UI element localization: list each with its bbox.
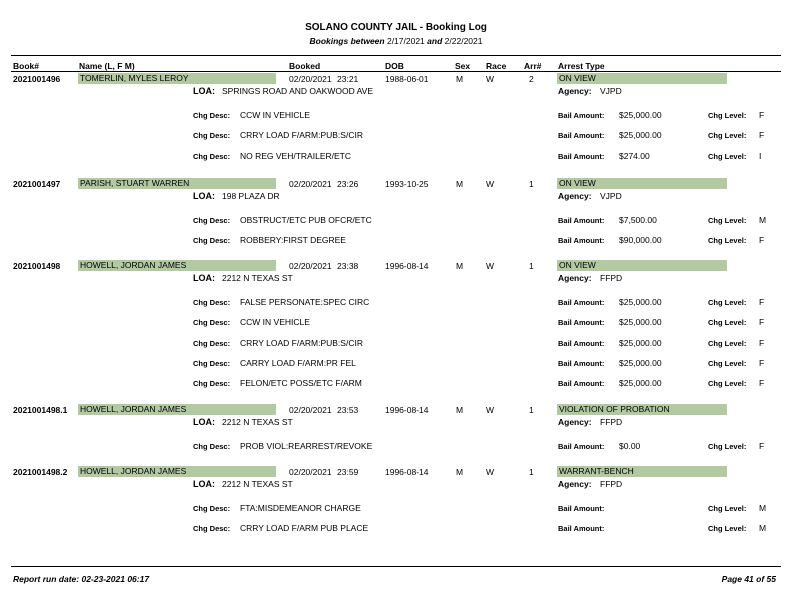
inmate-name: TOMERLIN, MYLES LEROY	[78, 73, 276, 84]
bail-amount-label: Bail Amount:	[558, 298, 605, 307]
race: W	[486, 405, 495, 415]
sex: M	[456, 467, 464, 477]
chg-desc-label: Chg Desc:	[193, 318, 231, 327]
race: W	[486, 467, 495, 477]
chg-desc-label: Chg Desc:	[193, 339, 231, 348]
chg-desc-label: Chg Desc:	[193, 216, 231, 225]
bail-amount: $0.00	[619, 441, 641, 451]
bail-amount-label: Bail Amount:	[558, 359, 605, 368]
chg-level: F	[759, 130, 765, 140]
race: W	[486, 74, 495, 84]
chg-desc-label: Chg Desc:	[193, 379, 231, 388]
sex: M	[456, 179, 464, 189]
arrest-type: WARRANT-BENCH	[557, 466, 727, 477]
chg-desc: OBSTRUCT/ETC PUB OFCR/ETC	[240, 215, 372, 225]
bail-amount: $25,000.00	[619, 297, 662, 307]
chg-desc: FTA:MISDEMEANOR CHARGE	[240, 503, 361, 513]
bail-amount: $90,000.00	[619, 235, 662, 245]
loa-label: LOA:	[193, 86, 215, 96]
col-book: Book#	[13, 61, 39, 71]
arrest-count: 2	[529, 74, 534, 84]
arrest-type: ON VIEW	[557, 260, 727, 271]
inmate-name: PARISH, STUART WARREN	[78, 178, 276, 189]
chg-level: F	[759, 235, 765, 245]
header-top-rule	[11, 55, 781, 56]
bail-amount-label: Bail Amount:	[558, 236, 605, 245]
report-run-date: Report run date: 02-23-2021 06:17	[13, 574, 150, 584]
date-to: 2/22/2021	[444, 36, 483, 46]
chg-level: F	[759, 338, 765, 348]
footer-rule	[11, 566, 781, 567]
arrest-count: 1	[529, 179, 534, 189]
chg-level: F	[759, 378, 765, 388]
chg-level-label: Chg Level:	[708, 318, 747, 327]
col-sex: Sex	[455, 61, 471, 71]
chg-desc-label: Chg Desc:	[193, 359, 231, 368]
bail-amount-label: Bail Amount:	[558, 318, 605, 327]
subtitle-prefix: Bookings between	[309, 36, 385, 46]
chg-level: F	[759, 297, 765, 307]
book-number: 2021001498.1	[13, 405, 68, 415]
agency-value: FFPD	[600, 273, 623, 283]
booked-time: 23:21	[337, 74, 359, 84]
chg-desc-label: Chg Desc:	[193, 236, 231, 245]
chg-desc-label: Chg Desc:	[193, 504, 231, 513]
header-bottom-rule	[11, 71, 781, 72]
agency-value: FFPD	[600, 417, 623, 427]
booked-time: 23:26	[337, 179, 359, 189]
arrest-count: 1	[529, 261, 534, 271]
chg-desc: NO REG VEH/TRAILER/ETC	[240, 151, 351, 161]
chg-desc: CRRY LOAD F/ARM PUB PLACE	[240, 523, 369, 533]
chg-level-label: Chg Level:	[708, 216, 747, 225]
book-number: 2021001497	[13, 179, 61, 189]
race: W	[486, 179, 495, 189]
chg-level: F	[759, 317, 765, 327]
chg-level-label: Chg Level:	[708, 298, 747, 307]
chg-level-label: Chg Level:	[708, 524, 747, 533]
chg-level: F	[759, 441, 765, 451]
race: W	[486, 261, 495, 271]
chg-desc-label: Chg Desc:	[193, 298, 231, 307]
bail-amount-label: Bail Amount:	[558, 504, 605, 513]
loa-label: LOA:	[193, 273, 215, 283]
arrest-type: ON VIEW	[557, 178, 727, 189]
page-number: Page 41 of 55	[721, 574, 776, 584]
book-number: 2021001496	[13, 74, 61, 84]
chg-level: I	[759, 151, 762, 161]
chg-level-label: Chg Level:	[708, 152, 747, 161]
dob: 1993-10-25	[385, 179, 429, 189]
booked-date: 02/20/2021	[289, 467, 332, 477]
chg-desc-label: Chg Desc:	[193, 442, 231, 451]
dob: 1996-08-14	[385, 467, 429, 477]
agency-label: Agency:	[558, 479, 592, 489]
chg-level-label: Chg Level:	[708, 359, 747, 368]
chg-level-label: Chg Level:	[708, 111, 747, 120]
chg-level: M	[759, 215, 767, 225]
bail-amount-label: Bail Amount:	[558, 339, 605, 348]
chg-desc: CRRY LOAD F/ARM:PUB:S/CIR	[240, 338, 363, 348]
chg-level-label: Chg Level:	[708, 442, 747, 451]
col-race: Race	[486, 61, 507, 71]
chg-level-label: Chg Level:	[708, 236, 747, 245]
chg-desc: FALSE PERSONATE:SPEC CIRC	[240, 297, 370, 307]
sex: M	[456, 74, 464, 84]
agency-label: Agency:	[558, 86, 592, 96]
bail-amount: $25,000.00	[619, 130, 662, 140]
col-booked: Booked	[289, 61, 321, 71]
dob: 1996-08-14	[385, 261, 429, 271]
chg-desc-label: Chg Desc:	[193, 524, 231, 533]
agency-label: Agency:	[558, 191, 592, 201]
booked-date: 02/20/2021	[289, 405, 332, 415]
col-name: Name (L, F M)	[79, 61, 135, 71]
chg-level: M	[759, 503, 767, 513]
booked-date: 02/20/2021	[289, 261, 332, 271]
chg-level: F	[759, 110, 765, 120]
chg-desc: CCW IN VEHICLE	[240, 317, 310, 327]
col-dob: DOB	[385, 61, 404, 71]
bail-amount-label: Bail Amount:	[558, 379, 605, 388]
loa-value: 2212 N TEXAS ST	[222, 273, 293, 283]
arrest-type: ON VIEW	[557, 73, 727, 84]
booked-time: 23:59	[337, 467, 359, 477]
chg-level: M	[759, 523, 767, 533]
agency-value: VJPD	[600, 191, 622, 201]
book-number: 2021001498	[13, 261, 61, 271]
loa-value: 2212 N TEXAS ST	[222, 417, 293, 427]
bail-amount-label: Bail Amount:	[558, 152, 605, 161]
chg-level: F	[759, 358, 765, 368]
chg-desc: CCW IN VEHICLE	[240, 110, 310, 120]
arrest-type: VIOLATION OF PROBATION	[557, 404, 727, 415]
agency-value: FFPD	[600, 479, 623, 489]
bail-amount: $25,000.00	[619, 338, 662, 348]
chg-level-label: Chg Level:	[708, 131, 747, 140]
bail-amount-label: Bail Amount:	[558, 216, 605, 225]
sex: M	[456, 261, 464, 271]
booked-time: 23:53	[337, 405, 359, 415]
chg-desc: ROBBERY:FIRST DEGREE	[240, 235, 346, 245]
inmate-name: HOWELL, JORDAN JAMES	[78, 260, 276, 271]
agency-label: Agency:	[558, 273, 592, 283]
agency-label: Agency:	[558, 417, 592, 427]
chg-desc-label: Chg Desc:	[193, 152, 231, 161]
sex: M	[456, 405, 464, 415]
chg-desc: CRRY LOAD F/ARM:PUB:S/CIR	[240, 130, 363, 140]
bail-amount-label: Bail Amount:	[558, 111, 605, 120]
agency-value: VJPD	[600, 86, 622, 96]
loa-value: 2212 N TEXAS ST	[222, 479, 293, 489]
loa-label: LOA:	[193, 191, 215, 201]
booked-date: 02/20/2021	[289, 179, 332, 189]
booked-date: 02/20/2021	[289, 74, 332, 84]
loa-label: LOA:	[193, 417, 215, 427]
bail-amount: $274.00	[619, 151, 650, 161]
book-number: 2021001498.2	[13, 467, 68, 477]
col-arr: Arr#	[524, 61, 542, 71]
bail-amount: $25,000.00	[619, 358, 662, 368]
bail-amount: $25,000.00	[619, 317, 662, 327]
bail-amount: $7,500.00	[619, 215, 657, 225]
bail-amount: $25,000.00	[619, 378, 662, 388]
booked-time: 23:38	[337, 261, 359, 271]
bail-amount-label: Bail Amount:	[558, 131, 605, 140]
chg-level-label: Chg Level:	[708, 379, 747, 388]
chg-desc-label: Chg Desc:	[193, 131, 231, 140]
arrest-count: 1	[529, 467, 534, 477]
chg-desc: CARRY LOAD F/ARM:PR FEL	[240, 358, 356, 368]
dob: 1988-06-01	[385, 74, 429, 84]
bail-amount-label: Bail Amount:	[558, 442, 605, 451]
chg-desc: FELON/ETC POSS/ETC F/ARM	[240, 378, 362, 388]
subtitle-and: and	[427, 36, 443, 46]
dob: 1996-08-14	[385, 405, 429, 415]
report-subtitle	[0, 36, 792, 46]
inmate-name: HOWELL, JORDAN JAMES	[78, 404, 276, 415]
loa-value: 198 PLAZA DR	[222, 191, 280, 201]
chg-level-label: Chg Level:	[708, 339, 747, 348]
chg-desc-label: Chg Desc:	[193, 111, 231, 120]
loa-label: LOA:	[193, 479, 215, 489]
loa-value: SPRINGS ROAD AND OAKWOOD AVE	[222, 86, 373, 96]
bail-amount: $25,000.00	[619, 110, 662, 120]
bail-amount-label: Bail Amount:	[558, 524, 605, 533]
inmate-name: HOWELL, JORDAN JAMES	[78, 466, 276, 477]
report-title: SOLANO COUNTY JAIL - Booking Log	[305, 22, 487, 33]
date-from: 2/17/2021	[386, 36, 425, 46]
arrest-count: 1	[529, 405, 534, 415]
chg-level-label: Chg Level:	[708, 504, 747, 513]
col-arrest-type: Arrest Type	[558, 61, 605, 71]
chg-desc: PROB VIOL:REARREST/REVOKE	[240, 441, 373, 451]
